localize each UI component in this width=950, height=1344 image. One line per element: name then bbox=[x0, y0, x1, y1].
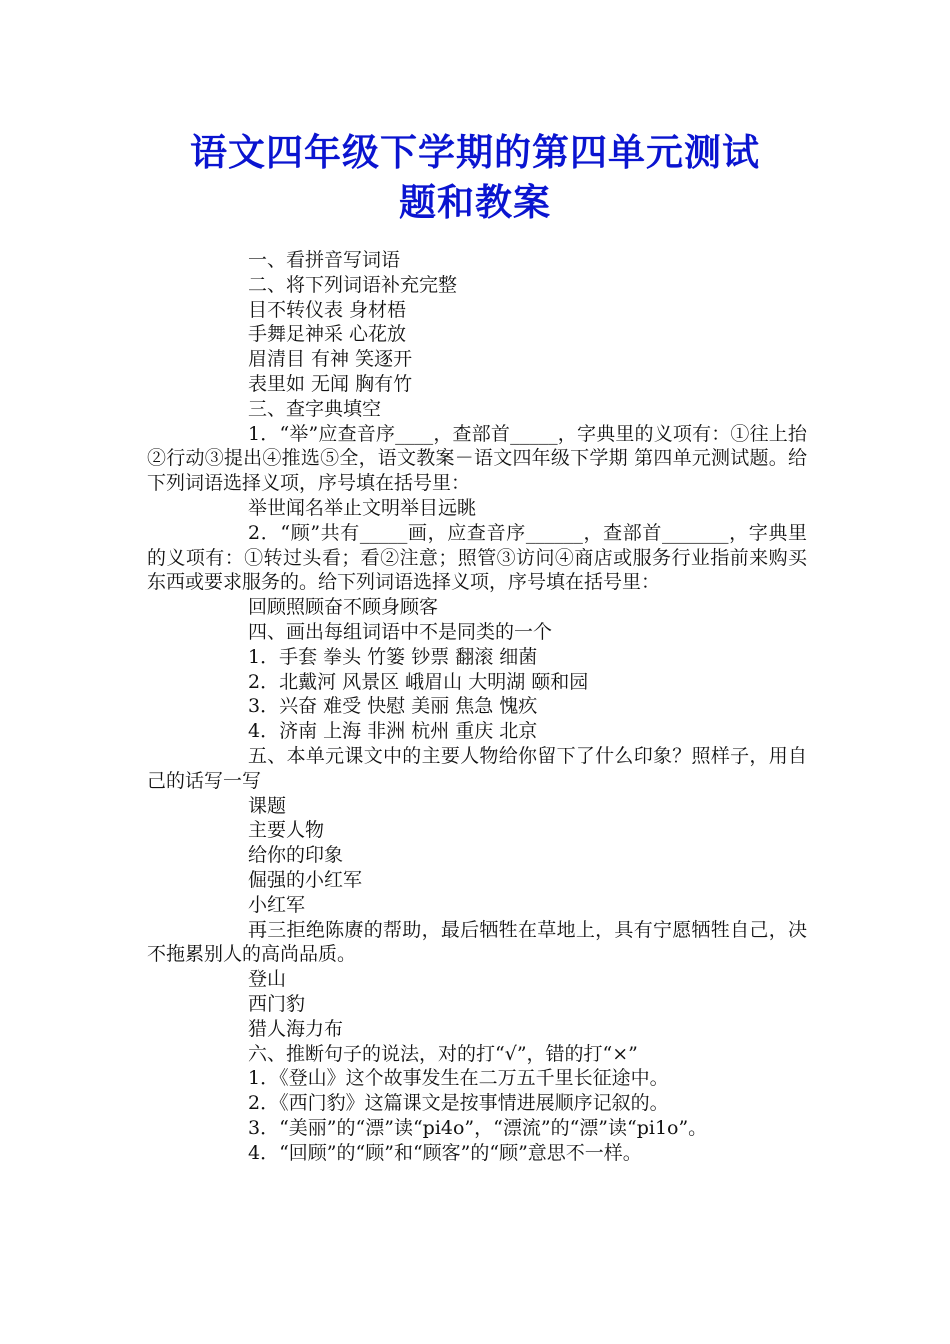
body-line: 猎人海力布 bbox=[248, 1017, 344, 1040]
body-line: 手舞足神采 心花放 bbox=[248, 323, 407, 346]
body-line: 三、查字典填空 bbox=[248, 397, 382, 420]
body-line: 主要人物 bbox=[248, 819, 325, 842]
body-line: 3．兴奋 难受 快慰 美丽 焦急 愧疚 bbox=[248, 695, 538, 718]
body-line: 课题 bbox=[248, 794, 287, 817]
body-line: 眉清目 有神 笑逐开 bbox=[248, 348, 413, 371]
body-paragraph: 2．“顾”共有_____画，应查音序______，查部首_______，字典里的义项有：①转过头看；看②注意；照管③访问④商店或服务行业指前来购买东西或要求服务的。给下列词语选择义项，序号填在括号里： bbox=[147, 521, 807, 594]
body-paragraph: 再三拒绝陈赓的帮助，最后牺牲在草地上，具有宁愿牺牲自己，决不拖累别人的高尚品质。 bbox=[147, 918, 807, 966]
body-line: 2．《西门豹》这篇课文是按事情进展顺序记叙的。 bbox=[248, 1092, 669, 1115]
body-line: 小红军 bbox=[248, 893, 306, 916]
body-line: 一、看拼音写词语 bbox=[248, 249, 401, 271]
body-line: 登山 bbox=[248, 968, 287, 991]
body-line: 目不转仪表 身材梧 bbox=[248, 298, 407, 321]
body-line: 举世闻名举止文明举目远眺 bbox=[248, 496, 477, 519]
body-line: 六、推断句子的说法，对的打“√”，错的打“×” bbox=[248, 1042, 638, 1065]
body-line: 1．手套 拳头 竹篓 钞票 翻滚 细菌 bbox=[248, 645, 538, 668]
body-line: 回顾照顾奋不顾身顾客 bbox=[248, 596, 439, 619]
body-line: 4．济南 上海 非洲 杭州 重庆 北京 bbox=[248, 720, 538, 743]
body-paragraph: 五、本单元课文中的主要人物给你留下了什么印象？照样子，用自己的话写一写 bbox=[147, 744, 807, 792]
body-line: 1．《登山》这个故事发生在二万五千里长征途中。 bbox=[248, 1067, 669, 1090]
title-line-2: 题和教案 bbox=[399, 181, 551, 224]
body-line: 给你的印象 bbox=[248, 844, 344, 867]
body-paragraph: 3．“美丽”的“漂”读“pi4o”，“漂流”的“漂”读“pi1o”。 bbox=[248, 1116, 708, 1139]
body-line: 西门豹 bbox=[248, 992, 306, 1015]
document-title bbox=[100, 128, 850, 228]
title-line-1: 语文四年级下学期的第四单元测试 bbox=[190, 131, 760, 174]
body-line: 2．北戴河 风景区 峨眉山 大明湖 颐和园 bbox=[248, 670, 589, 693]
body-paragraph: 1．“举”应查音序____，查部首_____，字典里的义项有：①往上抬②行动③提出④推选⑤全，语文教案－语文四年级下学期 第四单元测试题。给下列词语选择义项，序号填在括号里： bbox=[147, 422, 807, 495]
body-line: 四、画出每组词语中不是同类的一个 bbox=[248, 620, 553, 643]
body-line: 4．“回顾”的“顾”和“顾客”的“顾”意思不一样。 bbox=[248, 1141, 642, 1164]
document-body bbox=[147, 248, 807, 1165]
body-line: 表里如 无闻 胸有竹 bbox=[248, 372, 413, 395]
body-line: 二、将下列词语补充完整 bbox=[248, 273, 458, 296]
body-line: 倔强的小红军 bbox=[248, 868, 363, 891]
